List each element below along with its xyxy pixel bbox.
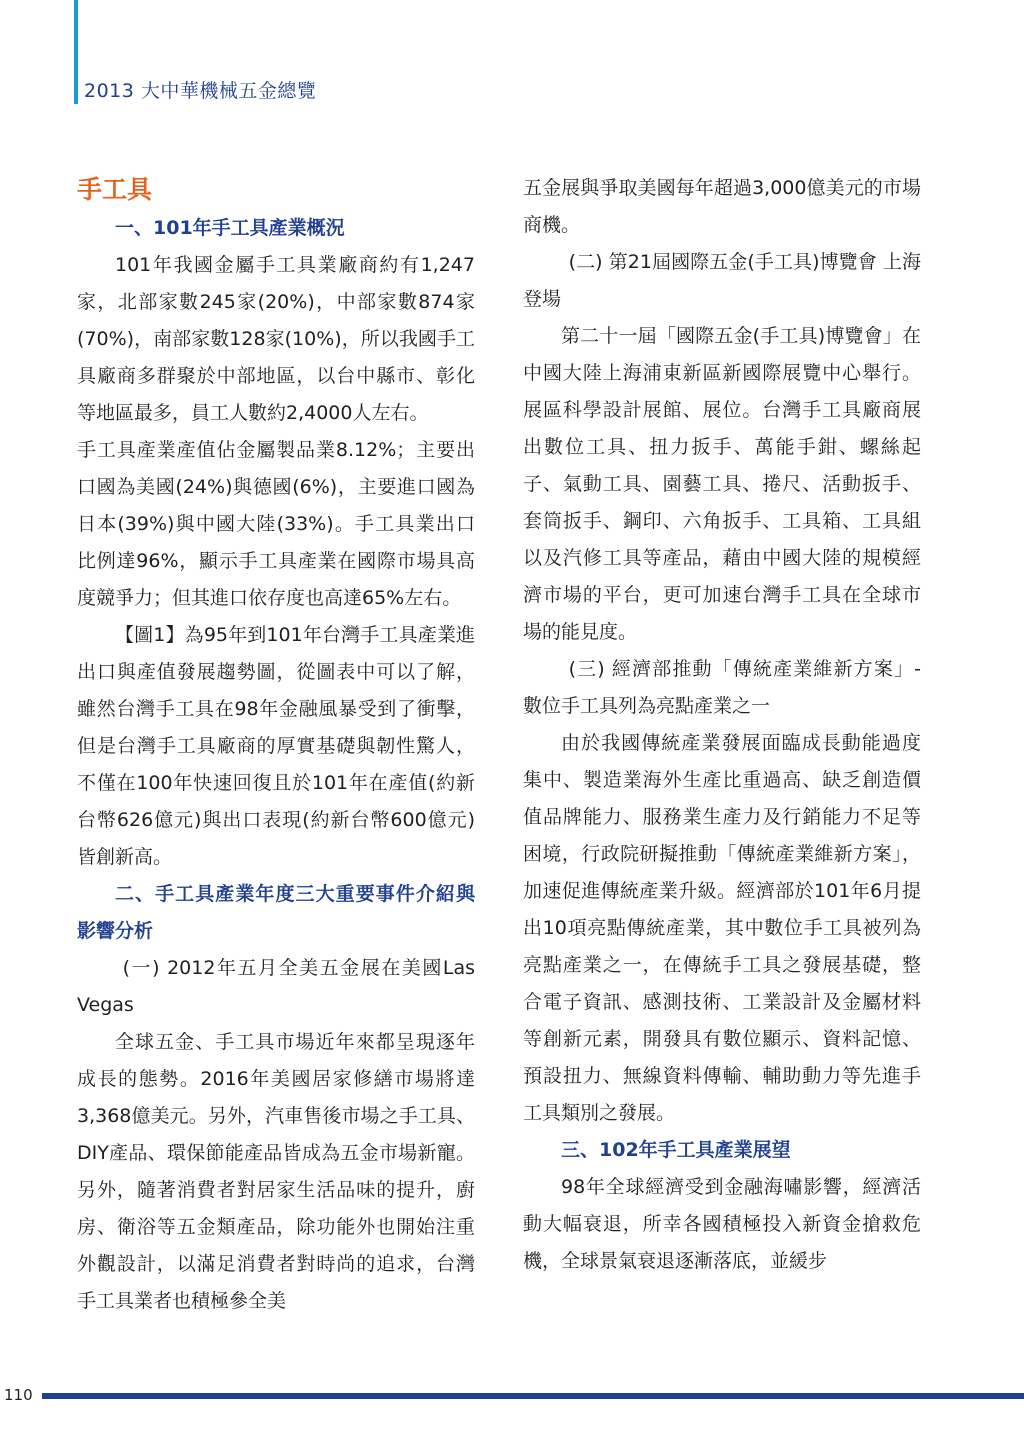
paragraph: 98年全球經濟受到金融海嘯影響，經濟活動大幅衰退，所幸各國積極投入新資金搶救危機，全球景氣衰退逐漸落底，並緩步 (523, 1176, 921, 1272)
section-title: 手工具 (77, 175, 153, 204)
right-column (523, 170, 921, 1280)
paragraph: 101年我國金屬手工具業廠商約有1,247家，北部家數245家(20%)，中部家數874家(70%)，南部家數128家(10%)，所以我國手工具廠商多群聚於中部地區，以台中縣市、彰化等地區最多，員工人數約2,4000人左右。 (77, 254, 475, 424)
heading-events: 二、手工具產業年度三大重要事件介紹與影響分析 (77, 883, 475, 942)
heading-overview: 一、101年手工具產業概況 (115, 217, 345, 239)
subheading: (一) 2012年五月全美五金展在美國Las Vegas (77, 957, 475, 1016)
heading-outlook: 三、102年手工具產業展望 (561, 1139, 791, 1161)
paragraph: 五金展與爭取美國每年超過3,000億美元的市場商機。 (523, 177, 921, 236)
paragraph: 全球五金、手工具市場近年來都呈現逐年成長的態勢。2016年美國居家修繕市場將達3,368億美元。另外，汽車售後市場之手工具、DIY產品、環保節能產品皆成為五金市場新寵。另外，隨著消費者對居家生活品味的提升，廚房、衛浴等五金類產品，除功能外也開始注重外觀設計，以滿足消費者對時尚的追求，台灣手工具業者也積極參全美 (77, 1031, 475, 1312)
running-header-title: 2013 大中華機械五金總覽 (84, 80, 317, 102)
paragraph: 手工具產業產值佔金屬製品業8.12%；主要出口國為美國(24%)與德國(6%)，主要進口國為日本(39%)與中國大陸(33%)。手工具業出口比例達96%，顯示手工具產業在國際市場具高度競爭力；但其進口依存度也高達65%左右。 (77, 439, 475, 609)
subheading: (二) 第21屆國際五金(手工具)博覽會 上海登場 (523, 251, 921, 310)
left-column (77, 170, 475, 1320)
paragraph: 由於我國傳統產業發展面臨成長動能過度集中、製造業海外生產比重過高、缺乏創造價值品牌能力、服務業生產力及行銷能力不足等困境，行政院研擬推動「傳統產業維新方案」，加速促進傳統產業升級。經濟部於101年6月提出10項亮點傳統產業，其中數位手工具被列為亮點產業之一，在傳統手工具之發展基礎，整合電子資訊、感測技術、工業設計及金屬材料等創新元素，開發具有數位顯示、資料記憶、預設扭力、無線資料傳輸、輔助動力等先進手工具類別之發展。 (523, 732, 921, 1124)
subheading: (三) 經濟部推動「傳統產業維新方案」- 數位手工具列為亮點產業之一 (523, 658, 921, 717)
header-accent-bar (74, 0, 78, 104)
paragraph: 第二十一屆「國際五金(手工具)博覽會」在中國大陸上海浦東新區新國際展覽中心舉行。展區科學設計展館、展位。台灣手工具廠商展出數位工具、扭力扳手、萬能手鉗、螺絲起子、氣動工具、園藝工具、捲尺、活動扳手、套筒扳手、鋼印、六角扳手、工具箱、工具組以及汽修工具等產品，藉由中國大陸的規模經濟市場的平台，更可加速台灣手工具在全球市場的能見度。 (523, 325, 921, 643)
page-number: 110 (4, 1386, 33, 1404)
paragraph: 【圖1】為95年到101年台灣手工具產業進出口與產值發展趨勢圖，從圖表中可以了解，雖然台灣手工具在98年金融風暴受到了衝擊，但是台灣手工具廠商的厚實基礎與韌性驚人，不僅在100年快速回復且於101年在產值(約新台幣626億元)與出口表現(約新台幣600億元)皆創新高。 (77, 624, 475, 868)
footer-rule (42, 1393, 1024, 1399)
